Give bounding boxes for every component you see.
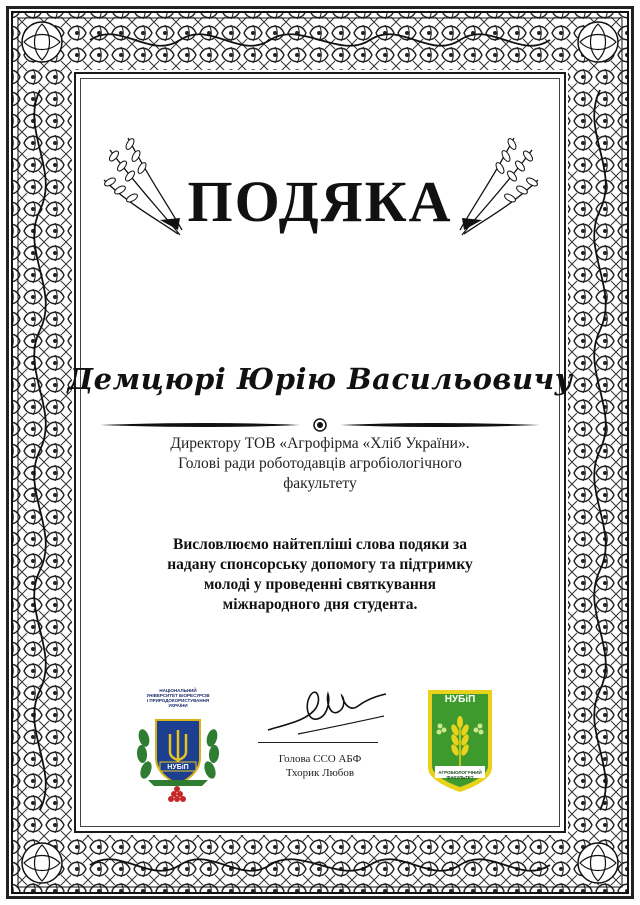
caption-line: УНІВЕРСИТЕТ БІОРЕСУРСІВ bbox=[146, 693, 210, 698]
gratitude-message bbox=[120, 535, 520, 615]
divider-ornament bbox=[100, 418, 540, 432]
signer-block bbox=[250, 752, 390, 780]
signature-line bbox=[258, 742, 378, 743]
position-line: факультету bbox=[283, 475, 357, 492]
signer-name: Тхорик Любов bbox=[285, 767, 355, 779]
caption-line: І ПРИРОДОКОРИСТУВАННЯ УКРАЇНИ bbox=[146, 698, 210, 708]
message-line: надану спонсорську допомогу та підтримку bbox=[167, 556, 473, 573]
subtitle-line: ФАКУЛЬТЕТ bbox=[446, 775, 474, 780]
position-line: Директору ТОВ «Агрофірма «Хліб України». bbox=[170, 435, 470, 452]
certificate-title: ПОДЯКА bbox=[187, 169, 453, 234]
message-line: молоді у проведенні святкування bbox=[203, 576, 437, 593]
university-caption bbox=[138, 688, 218, 708]
subtitle-line: АГРОБІОЛОГІЧНИЙ bbox=[438, 770, 482, 775]
recipient-position bbox=[120, 434, 520, 494]
faculty-emblem-subtitle bbox=[428, 770, 492, 780]
caption-line: НАЦІОНАЛЬНИЙ bbox=[159, 688, 197, 693]
signature-image bbox=[258, 672, 388, 742]
left-logo-shield-label: НУБіП bbox=[167, 764, 189, 771]
message-line: Висловлюємо найтепліші слова подяки за bbox=[172, 536, 467, 553]
message-line: міжнародного дня студента. bbox=[222, 596, 418, 613]
faculty-emblem-title: НУБіП bbox=[444, 694, 476, 705]
recipient-name: Демцюрі Юрію Васильовичу bbox=[67, 362, 573, 396]
position-line: Голові ради роботодавців агробіологічного bbox=[178, 455, 462, 472]
signer-role: Голова ССО АБФ bbox=[278, 753, 362, 765]
